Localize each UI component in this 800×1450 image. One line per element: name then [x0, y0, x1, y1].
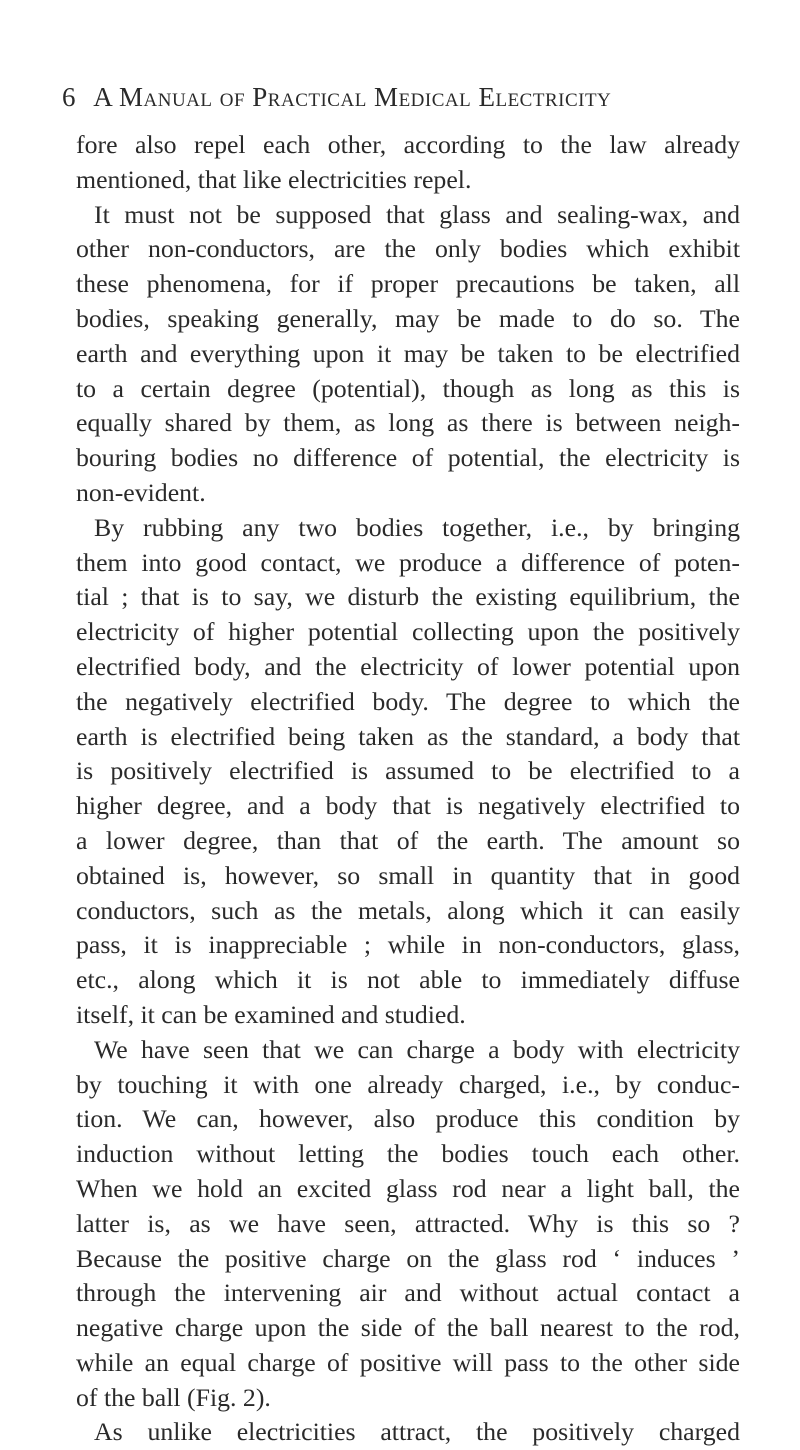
text-line: of the ball (Fig. 2).: [76, 1382, 271, 1412]
text-line: latter is, as we have seen, attracted. Why is this so ?: [76, 1208, 740, 1238]
text-line: earth and everything upon it may be taken to be electrified: [76, 338, 740, 368]
text-line: It must not be supposed that glass and sealing-wax, and: [94, 199, 740, 229]
body-text: [76, 128, 740, 1450]
text-line: itself, it can be examined and studied.: [76, 999, 466, 1029]
text-line: bouring bodies no difference of potential, the electricity is: [76, 443, 740, 473]
page-number: 6: [62, 82, 76, 112]
text-line: electricity of higher potential collecting upon the positively: [76, 617, 740, 647]
text-line: equally shared by them, as long as there is between neigh-: [76, 408, 740, 438]
text-line: earth is electrified being taken as the standard, a body that: [76, 721, 740, 751]
text-line: negative charge upon the side of the ball nearest to the rod,: [76, 1313, 740, 1343]
text-line: these phenomena, for if proper precautions be taken, all: [76, 269, 740, 299]
text-line: other non-conductors, are the only bodies which exhibit: [76, 234, 740, 264]
text-line: When we hold an excited glass rod near a light ball, the: [76, 1173, 740, 1203]
text-line: non-evident.: [76, 477, 206, 507]
text-line: higher degree, and a body that is negatively electrified to: [76, 791, 740, 821]
text-line: As unlike electricities attract, the positively charged: [94, 1417, 740, 1447]
text-line: pass, it is inappreciable ; while in non-conductors, glass,: [76, 930, 740, 960]
text-line: them into good contact, we produce a difference of poten-: [76, 547, 740, 577]
running-title: A Manual of Practical Medical Electricity: [93, 82, 612, 112]
running-header: [62, 82, 762, 113]
text-line: induction without letting the bodies touch each other.: [76, 1139, 740, 1169]
text-line: obtained is, however, so small in quantity that in good: [76, 860, 740, 890]
text-line: is positively electrified is assumed to be electrified to a: [76, 756, 740, 786]
text-line: to a certain degree (potential), though as long as this is: [76, 373, 740, 403]
text-line: bodies, speaking generally, may be made to do so. The: [76, 303, 740, 333]
text-line: mentioned, that like electricities repel.: [76, 164, 472, 194]
text-line: tion. We can, however, also produce this condition by: [76, 1104, 740, 1134]
text-line: fore also repel each other, according to the law already: [76, 130, 740, 159]
text-line: tial ; that is to say, we disturb the existing equilibrium, the: [76, 582, 740, 612]
text-line: by touching it with one already charged, i.e., by conduc-: [76, 1069, 740, 1099]
text-line: By rubbing any two bodies together, i.e., by bringing: [94, 512, 740, 542]
text-line: a lower degree, than that of the earth. The amount so: [76, 825, 740, 855]
text-line: the negatively electrified body. The degree to which the: [76, 686, 740, 716]
text-line: We have seen that we can charge a body with electricity: [94, 1034, 740, 1064]
text-line: electrified body, and the electricity of lower potential upon: [76, 651, 740, 681]
text-line: through the intervening air and without actual contact a: [76, 1278, 740, 1308]
text-line: conductors, such as the metals, along which it can easily: [76, 895, 740, 925]
text-line: while an equal charge of positive will pass to the other side: [76, 1347, 740, 1377]
text-line: etc., along which it is not able to immediately diffuse: [76, 965, 740, 995]
text-line: Because the positive charge on the glass rod ‘ induces ’: [76, 1243, 740, 1273]
